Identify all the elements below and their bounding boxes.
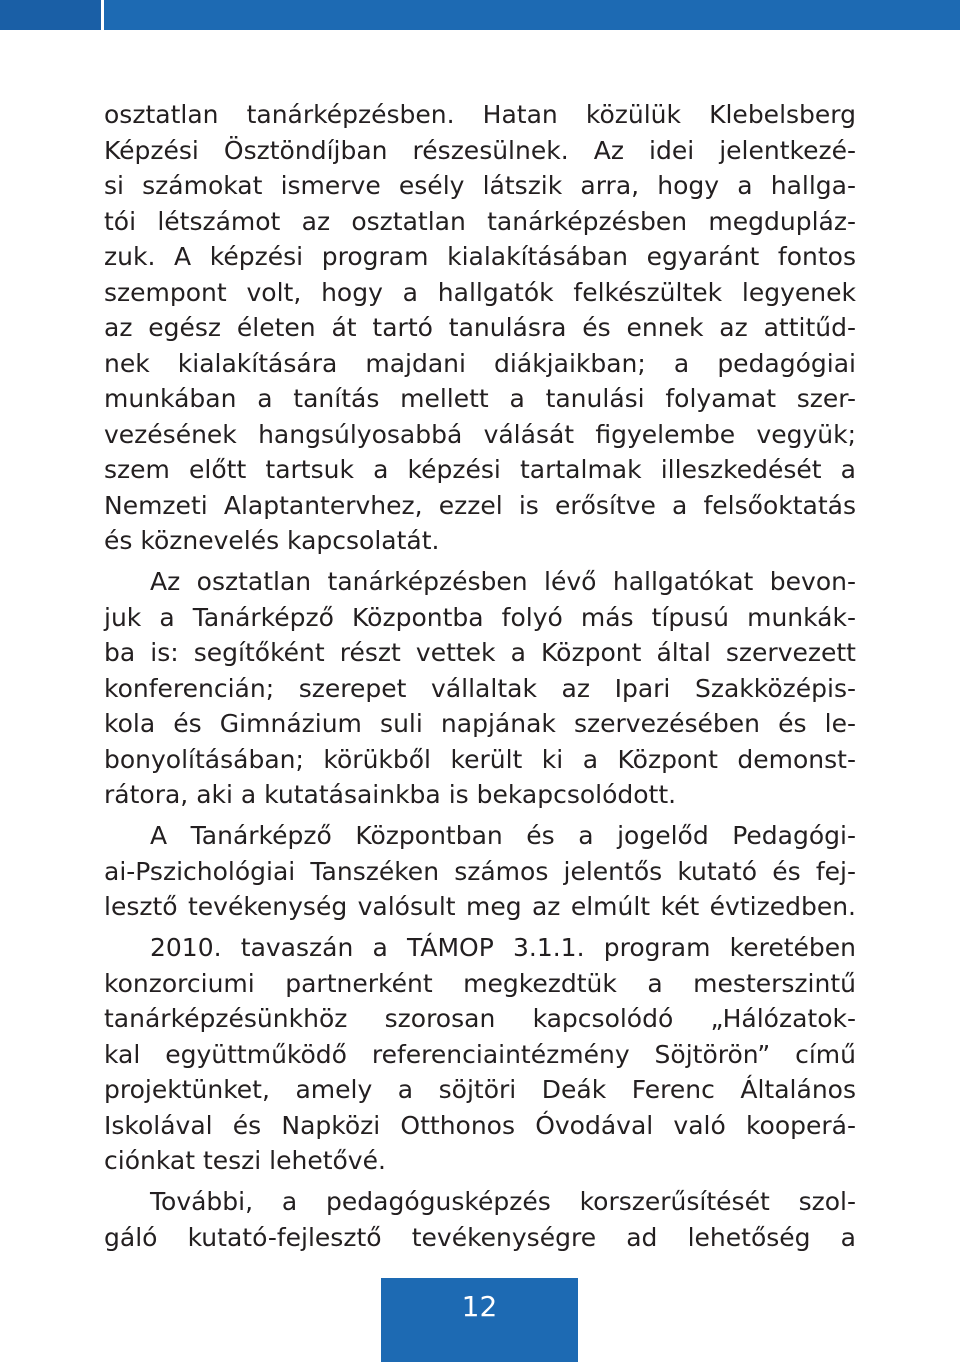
text-line: lesztő tevékenység valósult meg az elmúlt két évtizedben. <box>104 892 856 921</box>
text-line: gáló kutató-fejlesztő tevékenységre ad lehetőség a <box>104 1222 856 1252</box>
paragraph <box>104 930 856 1179</box>
text-line: juk a Tanárképző Központba folyó más típusú munkák- <box>104 602 856 632</box>
header-bar <box>0 0 960 30</box>
text-line: kola és Gimnázium suli napjának szervezésében és le- <box>104 709 856 738</box>
text-line: ai-Pszichológiai Tanszéken számos jelentős kutató és fej- <box>104 856 856 886</box>
paragraph <box>104 97 856 559</box>
text-line: az egész életen át tartó tanulásra és ennek az attitűd- <box>104 313 856 342</box>
paragraph <box>104 564 856 813</box>
page-number: 12 <box>461 1290 498 1323</box>
paragraph <box>104 1184 856 1255</box>
text-line: rátora, aki a kutatásainkba is bekapcsolódott. <box>104 780 677 809</box>
text-line: Iskolával és Napközi Otthonos Óvodával való kooperá- <box>104 1110 856 1140</box>
text-line: konzorciumi partnerként megkezdtük a mesterszintű <box>104 968 856 998</box>
text-line: ba is: segítőként részt vettek a Központ által szervezett <box>104 638 856 667</box>
header-bar-tile <box>104 0 960 30</box>
text-line: Az osztatlan tanárképzésben lévő hallgatókat bevon- <box>150 567 856 596</box>
body-text <box>104 97 856 1255</box>
text-line: szem előtt tartsuk a képzési tartalmak illeszkedését a <box>104 455 856 484</box>
page-number-box <box>381 1278 578 1362</box>
text-line: vezésének hangsúlyosabbá válását figyelembe vegyük; <box>104 419 856 449</box>
text-line: konferencián; szerepet vállaltak az Ipari Szakközépis- <box>104 673 856 703</box>
text-line: munkában a tanítás mellett a tanulási folyamat szer- <box>104 384 856 413</box>
text-line: projektünket, amely a söjtöri Deák Ferenc Általános <box>104 1075 856 1104</box>
text-line: kal együttműködő referenciaintézmény Söjtörön” című <box>104 1039 856 1069</box>
text-line: szempont volt, hogy a hallgatók felkészültek legyenek <box>104 277 856 307</box>
text-line: További, a pedagógusképzés korszerűsítését szol- <box>150 1187 856 1216</box>
text-line: Képzési Ösztöndíjban részesülnek. Az idei jelentkezé- <box>104 135 856 165</box>
text-line: 2010. tavaszán a TÁMOP 3.1.1. program keretében <box>150 933 856 962</box>
text-line: si számokat ismerve esély látszik arra, hogy a hallga- <box>104 171 856 200</box>
text-line: és köznevelés kapcsolatát. <box>104 526 440 555</box>
text-line: tói létszámot az osztatlan tanárképzésben megdupláz- <box>104 206 856 236</box>
text-line: nek kialakítására majdani diákjaikban; a pedagógiai <box>104 348 856 378</box>
text-line: osztatlan tanárképzésben. Hatan közülük Klebelsberg <box>104 100 856 129</box>
text-line: tanárképzésünkhöz szorosan kapcsolódó „Hálózatok- <box>104 1004 856 1033</box>
text-line: bonyolításában; körükből került ki a Központ demonst- <box>104 744 856 774</box>
text-line: ciónkat teszi lehetővé. <box>104 1146 386 1175</box>
paragraph <box>104 818 856 925</box>
text-line: zuk. A képzési program kialakításában egyaránt fontos <box>104 242 856 271</box>
text-line: Nemzeti Alaptantervhez, ezzel is erősítve a felsőoktatás <box>104 490 856 520</box>
text-line: A Tanárképző Központban és a jogelőd Pedagógi- <box>150 821 856 850</box>
header-bar-tile <box>0 0 101 30</box>
